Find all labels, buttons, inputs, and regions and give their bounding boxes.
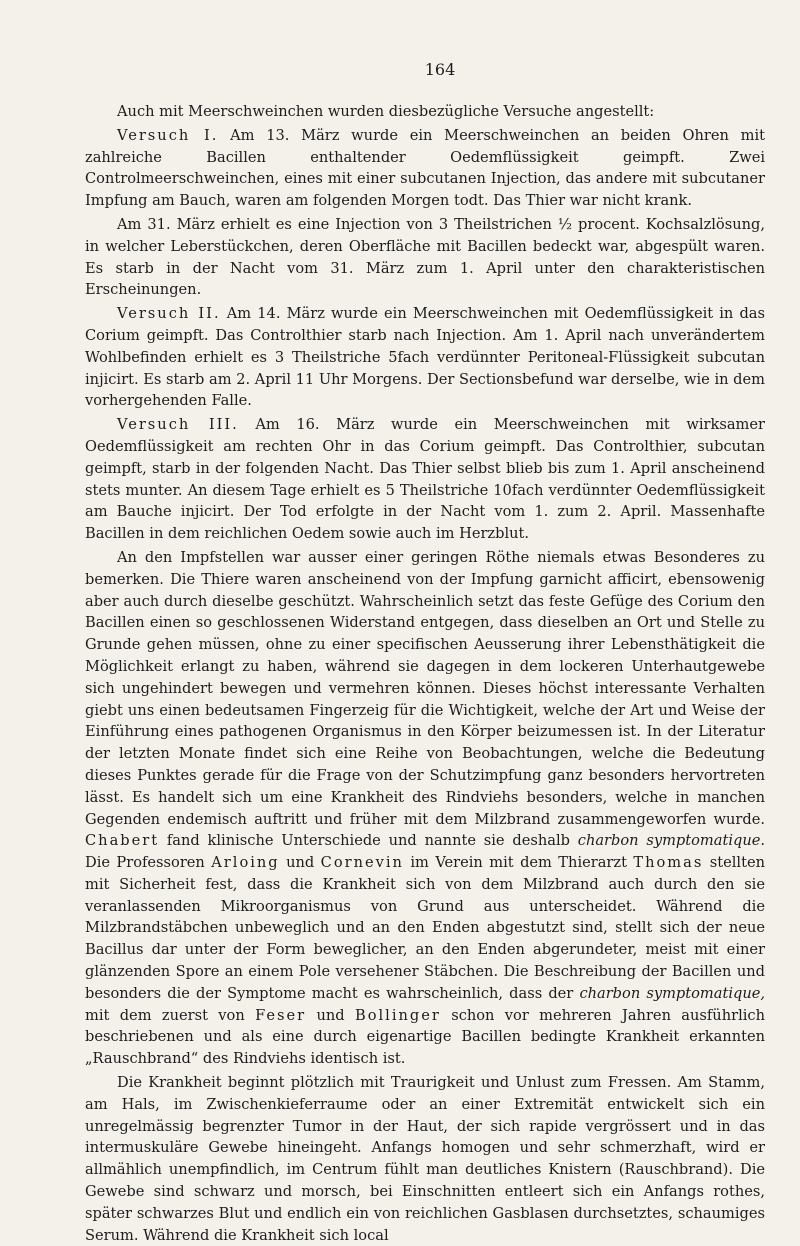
spaced-text: Cornevin — [320, 854, 404, 872]
text-run: fand klinische Unterschiede und nannte sie deshalb — [159, 832, 578, 850]
spaced-text: Bollinger — [354, 1006, 441, 1024]
text-run: Am 13. März wurde ein Meerschweinchen an beiden Ohren mit zahlreiche Bacillen enthaltender Oedemflüssigkeit geimpft. Zwei Controlmeerschweinchen, eines mit einer subcutanen Injection, das andere mit subcutaner Impfung am Bauch, waren am folgenden Morgen todt. Das Thier war nicht krank. — [85, 126, 765, 210]
paragraph — [85, 101, 765, 123]
text-run: und — [279, 854, 321, 872]
text-run: Am 31. März erhielt es eine Injection von 3 Theilstrichen ½ procent. Kochsalzlösung, in welcher Leberstückchen, deren Oberfläche mit Bacillen bedeckt war, abgespült waren. Es starb in der Nacht vom 31. März zum 1. April unter den charakteristischen Erscheinungen. — [85, 215, 765, 299]
spaced-text: Arloing — [211, 854, 280, 872]
spaced-text: Versuch II. — [117, 305, 221, 323]
spaced-text: Versuch III. — [117, 416, 239, 434]
text-run: Am 16. März wurde ein Meerschweinchen mit wirksamer Oedemflüssigkeit am rechten Ohr in das Corium geimpft. Das Controlthier, subcutan geimpft, starb in der folgenden Nacht. Das Thier selbst blieb bis zum 1. April anscheinend stets munter. An diesem Tage erhielt es 5 Theilstriche 10fach verdünnter Oedemflüssigkeit am Bauche injicirt. Der Tod erfolgte in der Nacht vom 1. zum 2. April. Massenhafte Bacillen in dem reichlichen Oedem sowie auch im Herzblut. — [85, 416, 765, 543]
text-run: stellten mit Sicherheit fest, dass die Krankheit sich von dem Milzbrand auch durch den sie veranlassenden Mikroorganismus von Grund aus unterscheidet. Während die Milzbrandstäbchen unbeweglich und an den Enden abgestutzt sind, stellt sich der neue Bacillus dar unter der Form beweglicher, an den Enden abgerundeter, meist mit einer glänzenden Spore an einem Pole versehener Stäbchen. Die Beschreibung der Bacillen und besonders die der Symptome macht es wahrscheinlich, dass der — [85, 854, 765, 1002]
text-run: mit dem zuerst von — [85, 1006, 256, 1024]
text-run: im Verein mit dem Thierarzt — [403, 854, 634, 872]
page-number: 164 — [424, 60, 456, 79]
paragraph — [85, 214, 765, 301]
text-run: und — [306, 1006, 355, 1024]
italic-text: charbon symptomatique, — [579, 984, 766, 1002]
spaced-text: Versuch I. — [117, 126, 219, 144]
text-run: Die Professoren — [85, 854, 212, 872]
text-run: Auch mit Meerschweinchen wurden diesbezügliche Versuche angestellt: — [117, 103, 655, 120]
italic-text: charbon symptomatique. — [577, 832, 766, 850]
paragraph — [85, 125, 765, 212]
spaced-text: Feser — [255, 1006, 307, 1024]
paragraph — [85, 303, 765, 412]
text-run: Die Krankheit beginnt plötzlich mit Traurigkeit und Unlust zum Fressen. Am Stamm, am Hals, im Zwischenkieferraume oder an einer Extremität entwickelt sich ein unregelmässig begrenzter Tumor in der Haut, der sich rapide vergrössert und in das intermuskuläre Gewebe hineingeht. Anfangs homogen und sehr schmerzhaft, wird er allmählich unempfindlich, im Centrum fühlt man deutliches Knistern (Rauschbrand). Die Gewebe sind schwarz und morsch, bei Einschnitten entleert sich ein Anfangs rothes, später schwarzes Blut und endlich ein von reichlichen Gasblasen durchsetztes, schaumiges Serum. Während die Krankheit sich local — [85, 1074, 765, 1244]
paragraph — [85, 547, 765, 1070]
paragraph — [85, 1072, 765, 1246]
body-text — [85, 101, 765, 1246]
spaced-text: Chabert — [85, 832, 160, 850]
text-run: Am 14. März wurde ein Meerschweinchen mit Oedemflüssigkeit in das Corium geimpft. Das Controlthier starb nach Injection. Am 1. April nach unverändertem Wohlbefinden erhielt es 3 Theilstriche 5fach verdünnter Peritoneal-Flüssigkeit subcutan injicirt. Es starb am 2. April 11 Uhr Morgens. Der Sectionsbefund war derselbe, wie in dem vorhergehenden Falle. — [85, 305, 765, 410]
text-run: An den Impfstellen war ausser einer geringen Röthe niemals etwas Besonderes zu bemerken. Die Thiere waren anscheinend von der Impfung garnicht afficirt, ebensowenig aber auch durch dieselbe geschützt. Wahrscheinlich setzt das feste Gefüge des Corium den Bacillen einen so geschlossenen Widerstand entgegen, dass dieselben an Ort und Stelle zu Grunde gehen müssen, ohne zu einer specifischen Aeusserung ihrer Lebensthätigkeit die Möglichkeit erlangt zu haben, während sie dagegen in dem lockeren Unterhautgewebe sich ungehindert bewegen und vermehren können. Dieses höchst interessante Verhalten giebt uns einen bedeutsamen Fingerzeig für die Wichtigkeit, welche der Art und Weise der Einführung eines pathogenen Organismus in den Körper beizumessen ist. In der Literatur der letzten Monate findet sich eine Reihe von Beobachtungen, welche die Bedeutung dieses Punktes gerade für die Frage von der Schutzimpfung ganz besonders hervortreten lässt. Es handelt sich um eine Krankheit des Rindviehs besonders, welche in manchen Gegenden endemisch auftritt und früher mit dem Milzbrand zusammengeworfen wurde. — [85, 548, 765, 828]
text-run: schon vor mehreren Jahren ausführlich beschriebenen und als eine durch eigenartige Bacillen bedingte Krankheit erkannten „Rauschbrand“ des Rindviehs identisch ist. — [85, 1006, 765, 1068]
spaced-text: Thomas — [633, 854, 704, 872]
paragraph — [85, 414, 765, 545]
